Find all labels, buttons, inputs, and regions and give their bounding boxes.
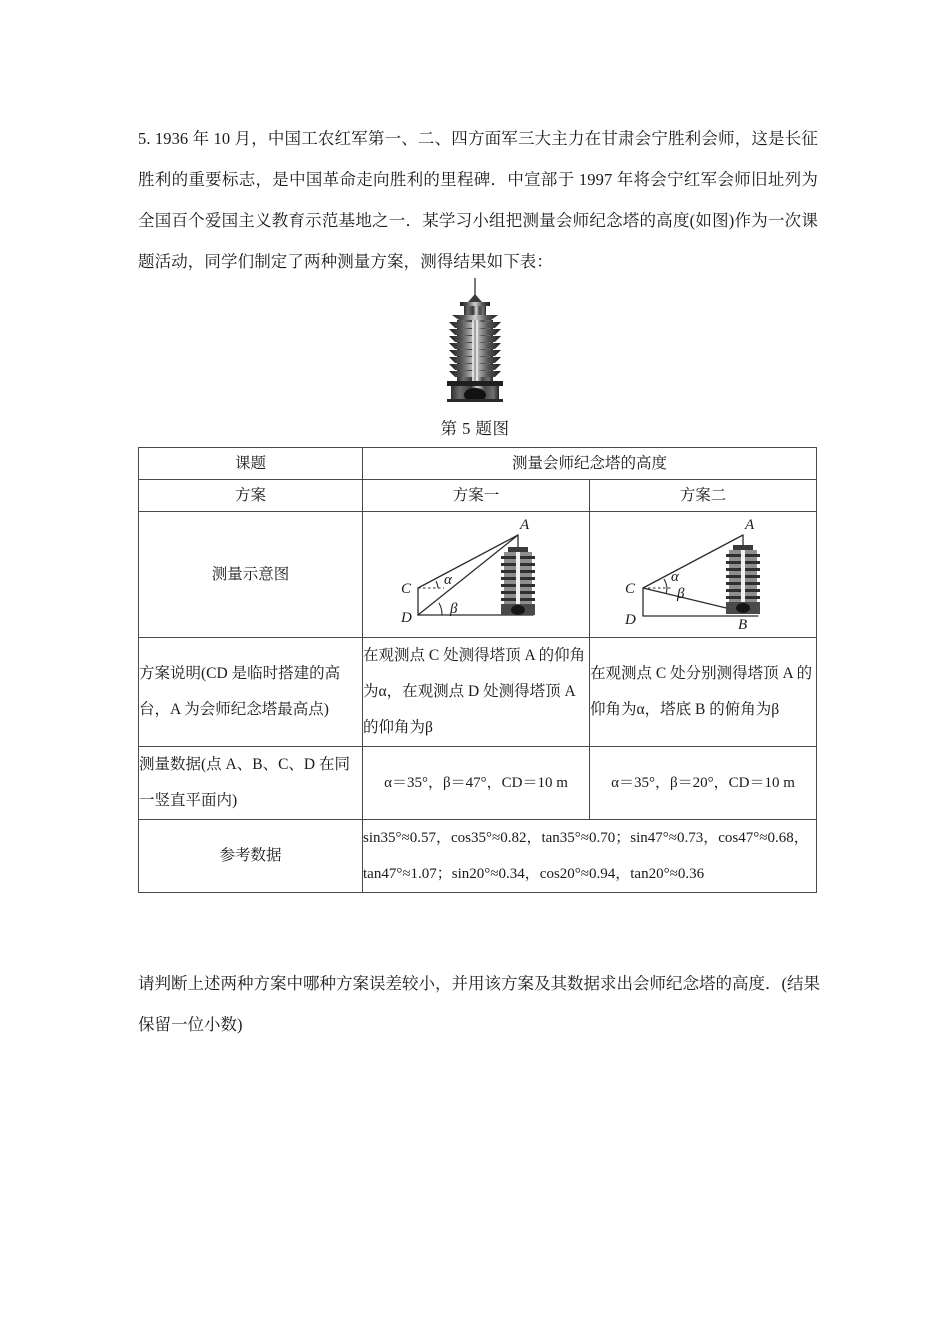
table-row-scheme <box>139 480 817 512</box>
scheme-label: 方案 <box>139 480 363 512</box>
scheme-two-diagram <box>595 512 811 632</box>
scheme-one-label-A: A <box>520 517 530 533</box>
scheme-one-label-D: D <box>401 610 412 626</box>
measurement-label: 测量数据(点 A、B、C、D 在同一竖直平面内) <box>139 747 363 820</box>
reference-label: 参考数据 <box>139 820 363 893</box>
scheme-two-measurement: α＝35°，β＝20°，CD＝10 m <box>590 747 817 820</box>
scheme-one-label-alpha: α <box>444 572 452 588</box>
diagram-label: 测量示意图 <box>139 512 363 638</box>
scheme-two-label-D: D <box>625 612 636 628</box>
scheme-one-name: 方案一 <box>363 480 590 512</box>
table-row-diagram <box>139 512 817 638</box>
table-row-topic <box>139 448 817 480</box>
topic-value: 测量会师纪念塔的高度 <box>363 448 817 480</box>
scheme-one-measurement: α＝35°，β＝47°，CD＝10 m <box>363 747 590 820</box>
scheme-two-description: 在观测点 C 处分别测得塔顶 A 的仰角为α，塔底 B 的俯角为β <box>590 638 817 747</box>
problem-statement: 5. 1936 年 10 月，中国工农红军第一、二、四方面军三大主力在甘肃会宁胜利会师，这是长征胜利的重要标志，是中国革命走向胜利的里程碑．中宣部于 1997 年将会宁红军会师旧址列为全国百个爱国主义教育示范基地之一．某学习小组把测量会师纪念塔的高度(如图)作为一次课题活动，同学们制定了两种测量方案，测得结果如下表： <box>138 129 818 271</box>
scheme-two-label-alpha: α <box>671 569 679 585</box>
closing-question: 请判断上述两种方案中哪种方案误差较小，并用该方案及其数据求出会师纪念塔的高度．(结果保留一位小数) <box>138 974 820 1034</box>
measurement-scheme-table <box>138 447 817 893</box>
scheme-two-diagram-cell <box>590 512 817 638</box>
figure-caption: 第 5 题图 <box>440 419 510 438</box>
table-row-description <box>139 638 817 747</box>
scheme-one-description: 在观测点 C 处测得塔顶 A 的仰角为α，在观测点 D 处测得塔顶 A 的仰角为β <box>363 638 590 747</box>
description-label: 方案说明(CD 是临时搭建的高台，A 为会师纪念塔最高点) <box>139 638 363 747</box>
scheme-one-label-C: C <box>401 581 412 597</box>
topic-label: 课题 <box>139 448 363 480</box>
scheme-two-label-B: B <box>738 617 748 632</box>
scheme-one-label-beta: β <box>450 601 458 617</box>
table-row-reference <box>139 820 817 893</box>
scheme-two-name: 方案二 <box>590 480 817 512</box>
scheme-one-diagram <box>368 512 584 632</box>
scheme-one-diagram-cell <box>363 512 590 638</box>
memorial-tower-photo <box>415 278 535 403</box>
table-row-measurement <box>139 747 817 820</box>
scheme-two-label-A: A <box>745 517 755 533</box>
reference-value: sin35°≈0.57，cos35°≈0.82，tan35°≈0.70；sin47°≈0.73，cos47°≈0.68，tan47°≈1.07；sin20°≈0.34，cos20°≈0.94，tan20°≈0.36 <box>363 820 817 893</box>
scheme-two-label-C: C <box>625 581 636 597</box>
scheme-two-label-beta: β <box>677 586 685 602</box>
tower-figure <box>0 278 950 403</box>
